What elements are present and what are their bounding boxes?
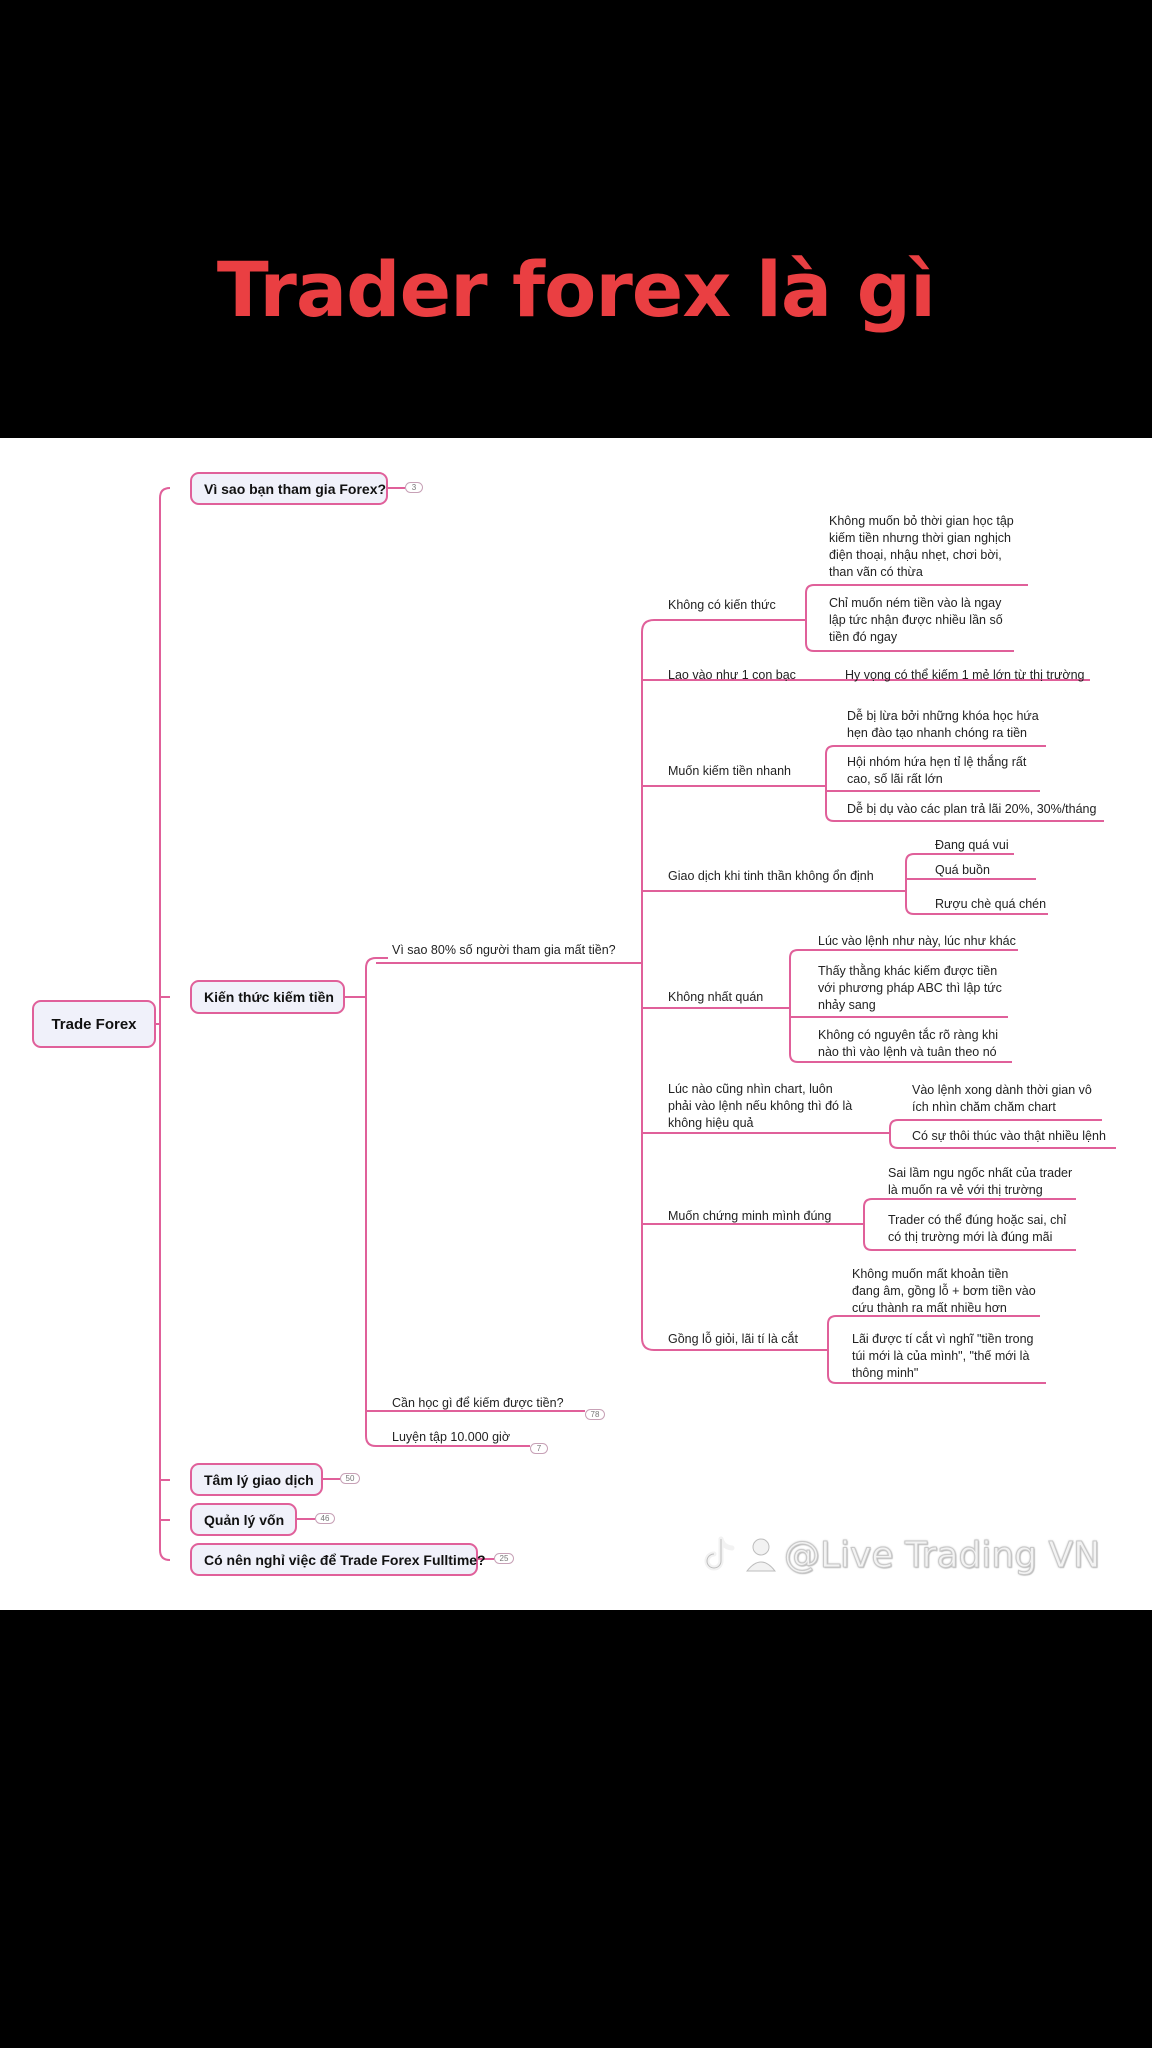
detail-line: Có sự thôi thúc vào thật nhiều lệnh [912,1129,1106,1143]
tiktok-watermark [700,1531,1100,1579]
detail-line: lập tức nhận được nhiều lần số [829,613,1003,627]
connector [828,1316,836,1324]
detail-line: than vãn có thừa [829,565,923,579]
connector [642,620,654,632]
connector [366,1436,376,1446]
connector [906,906,914,914]
cause-text: Không nhất quán [668,990,764,1004]
detail-line: tiền đó ngay [829,630,898,644]
detail-line: Dễ bị lừa bởi những khóa học hứa [847,709,1039,723]
count-badge[interactable]: 3 [405,482,423,493]
cause-text: Không có kiến thức [668,598,776,612]
connector [806,643,814,651]
connector [890,1120,898,1128]
cause-text: Muốn chứng minh mình đúng [668,1209,832,1223]
connector [906,854,914,862]
watermark-text: @Live Trading VN [784,1534,1101,1576]
count-badge[interactable]: 46 [315,1513,335,1524]
detail-line: với phương pháp ABC thì lập tức [818,981,1002,995]
branch-fulltime[interactable]: Có nên nghỉ việc để Trade Forex Fulltime? [190,1543,478,1576]
connector [890,1140,898,1148]
detail-line: Không muốn bỏ thời gian học tập [829,514,1014,528]
detail-line: điện thoại, nhậu nhẹt, chơi bời, [829,548,1002,562]
detail-item[interactable] [935,862,990,879]
count-badge[interactable]: 7 [530,1443,548,1454]
cause-text: Muốn kiếm tiền nhanh [668,764,791,778]
cause-text: phải vào lệnh nếu không thì đó là [668,1099,853,1113]
detail-line: Không có nguyên tắc rõ ràng khi [818,1028,998,1042]
detail-item[interactable] [845,667,1084,684]
count-badge[interactable]: 25 [494,1553,514,1564]
cause-text: Lúc nào cũng nhìn chart, luôn [668,1082,833,1096]
mindmap-canvas [0,438,1152,1610]
detail-line: cao, số lãi rất lớn [847,772,943,786]
detail-item[interactable] [912,1128,1106,1145]
branch-capital[interactable]: Quản lý vốn [190,1503,297,1536]
detail-item[interactable] [829,513,1014,581]
detail-item[interactable] [847,801,1096,818]
detail-line: Quá buồn [935,863,990,877]
connector [806,585,814,593]
connector [160,1550,170,1560]
detail-line: Đang quá vui [935,838,1009,852]
connector [864,1242,872,1250]
detail-line: Vào lệnh xong dành thời gian vô [912,1083,1092,1097]
detail-line: hẹn đào tạo nhanh chóng ra tiền [847,726,1028,740]
connector [826,813,834,821]
detail-line: Trader có thể đúng hoặc sai, chỉ [888,1213,1067,1227]
detail-item[interactable] [852,1331,1034,1382]
cause-no-knowledge[interactable] [668,597,776,614]
detail-item[interactable] [818,963,1002,1014]
connector [642,1338,654,1350]
detail-line: ích nhìn chăm chăm chart [912,1100,1056,1114]
branch-why-join[interactable]: Vì sao bạn tham gia Forex? [190,472,388,505]
detail-line: cứu thành ra mất nhiều hơn [852,1301,1007,1315]
detail-line: Chỉ muốn ném tiền vào là ngay [829,596,1002,610]
detail-item[interactable] [852,1266,1036,1317]
detail-line: nhảy sang [818,998,876,1012]
topic-why-lose[interactable]: Vì sao 80% số người tham gia mất tiền? [392,943,616,957]
connector [790,950,798,958]
branch-knowledge[interactable]: Kiến thức kiếm tiền [190,980,345,1014]
connector [366,958,376,968]
detail-item[interactable] [847,754,1026,788]
detail-item[interactable] [818,933,1016,950]
cause-get-rich-quick[interactable] [668,763,791,780]
detail-line: túi mới là của mình", "thế mới là [852,1349,1030,1363]
cause-gambler[interactable] [668,667,796,684]
detail-line: là muốn ra vẻ với thị trường [888,1183,1043,1197]
connector [826,746,834,754]
count-badge[interactable]: 50 [340,1473,360,1484]
detail-line: Lúc vào lệnh như này, lúc như khác [818,934,1016,948]
count-badge[interactable]: 78 [585,1409,605,1420]
tiktok-icon [700,1535,738,1575]
detail-line: Lãi được tí cắt vì nghĩ "tiền trong [852,1332,1034,1346]
detail-line: Rượu chè quá chén [935,897,1047,911]
cause-text: Gồng lỗ giỏi, lãi tí là cắt [668,1332,798,1346]
cause-unstable-mood[interactable] [668,868,874,885]
detail-item[interactable] [847,708,1039,742]
connector [864,1199,872,1207]
cause-prove-right[interactable] [668,1208,831,1225]
connector [790,1054,798,1062]
detail-item[interactable] [818,1027,998,1061]
detail-item[interactable] [888,1212,1066,1246]
connector [160,488,170,498]
detail-line: Sai lầm ngu ngốc nhất của trader [888,1166,1073,1180]
branch-psychology[interactable]: Tâm lý giao dịch [190,1463,323,1496]
detail-line: Thấy thằng khác kiếm được tiền [818,964,998,978]
detail-item[interactable] [935,896,1046,913]
detail-item[interactable] [829,595,1003,646]
topic-practice[interactable]: Luyện tập 10.000 giờ [392,1430,511,1444]
detail-item[interactable] [888,1165,1072,1199]
detail-item[interactable] [912,1082,1092,1116]
cause-always-watching[interactable] [668,1081,852,1132]
user-icon [744,1535,778,1575]
cause-text: Lao vào như 1 con bạc [668,668,796,682]
detail-line: Dễ bị dụ vào các plan trả lãi 20%, 30%/tháng [847,802,1097,816]
detail-line: Hội nhóm hứa hẹn tỉ lệ thắng rất [847,755,1027,769]
page-title: Trader forex là gì [216,245,936,334]
cause-hold-losses[interactable] [668,1331,798,1348]
detail-line: có thị trường mới là đúng mãi [888,1230,1053,1244]
cause-text: Giao dịch khi tinh thần không ổn định [668,869,874,883]
detail-line: thông minh" [852,1366,919,1380]
detail-line: Không muốn mất khoản tiền [852,1267,1009,1281]
connector [828,1375,836,1383]
cause-inconsistent[interactable] [668,989,763,1006]
detail-line: kiếm tiền nhưng thời gian nghịch [829,531,1011,545]
detail-line: Hy vọng có thể kiếm 1 mẻ lớn từ thị trường [845,668,1085,682]
detail-item[interactable] [935,837,1009,854]
detail-line: nào thì vào lệnh và tuân theo nó [818,1045,997,1059]
cause-text: không hiệu quả [668,1116,754,1130]
root-node[interactable]: Trade Forex [32,1000,156,1048]
detail-line: đang âm, gồng lỗ + bơm tiền vào [852,1284,1036,1298]
topic-what-to-learn[interactable]: Cần học gì để kiếm được tiền? [392,1396,564,1410]
